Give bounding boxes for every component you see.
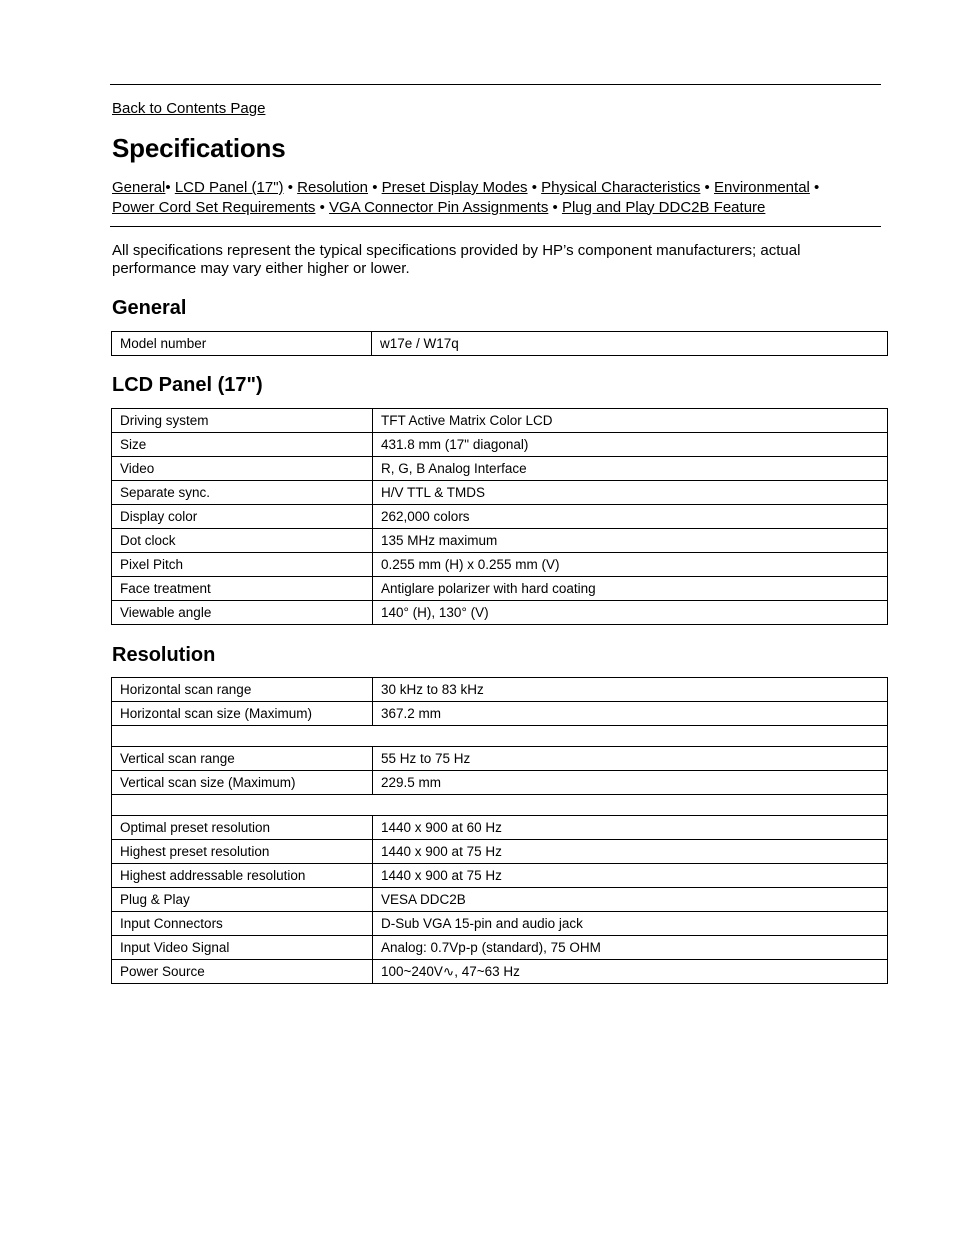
spec-value: TFT Active Matrix Color LCD: [373, 409, 888, 433]
spec-value: Analog: 0.7Vp-p (standard), 75 OHM: [373, 936, 888, 960]
spacer-row: [112, 726, 888, 747]
spacer-cell: [112, 726, 888, 747]
nav-link-power-cord[interactable]: Power Cord Set Requirements: [112, 198, 316, 216]
nav-separator: •: [552, 198, 558, 216]
spec-label: Vertical scan size (Maximum): [112, 771, 373, 795]
spacer-row: [112, 795, 888, 816]
top-divider: [110, 84, 881, 85]
table-row: [112, 936, 888, 960]
table-row: [112, 864, 888, 888]
spec-value: 0.255 mm (H) x 0.255 mm (V): [373, 553, 888, 577]
spec-value: 229.5 mm: [373, 771, 888, 795]
spec-value: H/V TTL & TMDS: [373, 481, 888, 505]
resolution-heading: Resolution: [112, 644, 216, 666]
spec-value: 140° (H), 130° (V): [373, 601, 888, 625]
spec-label: Separate sync.: [112, 481, 373, 505]
spec-value: D-Sub VGA 15-pin and audio jack: [373, 912, 888, 936]
spec-label: Plug & Play: [112, 888, 373, 912]
spec-label: Display color: [112, 505, 373, 529]
nav-separator: •: [372, 179, 378, 196]
page-title: Specifications: [112, 133, 286, 163]
general-heading: General: [112, 297, 187, 319]
lcd-panel-table: [111, 408, 888, 625]
nav-link-preset-display-modes[interactable]: Preset Display Modes: [381, 179, 528, 196]
spec-label: Input Connectors: [112, 912, 373, 936]
general-table: [111, 331, 888, 356]
spec-value: 1440 x 900 at 75 Hz: [373, 864, 888, 888]
nav-separator: •: [814, 179, 820, 196]
nav-separator: •: [704, 179, 710, 196]
lcd-panel-heading: LCD Panel (17"): [112, 374, 263, 396]
spec-value: VESA DDC2B: [373, 888, 888, 912]
spec-value: Antiglare polarizer with hard coating: [373, 577, 888, 601]
table-row: [112, 505, 888, 529]
table-row: [112, 457, 888, 481]
table-row: [112, 702, 888, 726]
table-row: [112, 771, 888, 795]
spec-label: Input Video Signal: [112, 936, 373, 960]
nav-link-vga-connector[interactable]: VGA Connector Pin Assignments: [329, 198, 549, 216]
spec-value: 135 MHz maximum: [373, 529, 888, 553]
spec-label: Highest preset resolution: [112, 840, 373, 864]
spec-label: Dot clock: [112, 529, 373, 553]
spacer-cell: [112, 795, 888, 816]
table-row: [112, 332, 888, 356]
spec-label: Driving system: [112, 409, 373, 433]
nav-separator: •: [531, 179, 537, 196]
table-row: [112, 433, 888, 457]
nav-divider: [110, 226, 881, 227]
spec-value: R, G, B Analog Interface: [373, 457, 888, 481]
spec-label: Highest addressable resolution: [112, 864, 373, 888]
table-row: [112, 577, 888, 601]
spec-value: w17e / W17q: [372, 332, 888, 356]
nav-separator: •: [319, 198, 325, 216]
intro-paragraph: All specifications represent the typical specifications provided by HP’s component manufacturers; actual performance may vary either higher or lower.: [112, 242, 801, 277]
nav-link-environmental[interactable]: Environmental: [713, 179, 810, 196]
table-row: [112, 840, 888, 864]
spec-label: Face treatment: [112, 577, 373, 601]
nav-link-lcd-panel[interactable]: LCD Panel (17"): [174, 179, 284, 196]
spec-value: 367.2 mm: [373, 702, 888, 726]
nav-link-resolution[interactable]: Resolution: [297, 179, 369, 196]
back-to-contents-link[interactable]: Back to Contents Page: [112, 100, 266, 117]
spec-label: Horizontal scan range: [112, 678, 373, 702]
spec-value: 262,000 colors: [373, 505, 888, 529]
section-nav: [112, 178, 872, 217]
spec-label: Horizontal scan size (Maximum): [112, 702, 373, 726]
table-row: [112, 678, 888, 702]
table-row: [112, 601, 888, 625]
resolution-table: [111, 677, 888, 984]
spec-label: Video: [112, 457, 373, 481]
table-row: [112, 529, 888, 553]
table-row: [112, 960, 888, 984]
table-row: [112, 409, 888, 433]
spec-label: Model number: [112, 332, 372, 356]
table-row: [112, 553, 888, 577]
nav-link-general[interactable]: General: [112, 179, 166, 196]
spec-value: 30 kHz to 83 kHz: [373, 678, 888, 702]
spec-value: 1440 x 900 at 75 Hz: [373, 840, 888, 864]
table-row: [112, 912, 888, 936]
table-row: [112, 888, 888, 912]
spec-label: Vertical scan range: [112, 747, 373, 771]
spec-value: 100~240V∿, 47~63 Hz: [373, 960, 888, 984]
table-row: [112, 816, 888, 840]
spec-value: 55 Hz to 75 Hz: [373, 747, 888, 771]
table-row: [112, 747, 888, 771]
spec-value: 1440 x 900 at 60 Hz: [373, 816, 888, 840]
spec-label: Viewable angle: [112, 601, 373, 625]
spec-value: 431.8 mm (17" diagonal): [373, 433, 888, 457]
nav-link-plug-and-play[interactable]: Plug and Play DDC2B Feature: [561, 198, 766, 216]
nav-separator: •: [165, 179, 171, 196]
spec-label: Pixel Pitch: [112, 553, 373, 577]
table-row: [112, 481, 888, 505]
nav-link-physical-characteristics[interactable]: Physical Characteristics: [541, 179, 701, 196]
spec-label: Power Source: [112, 960, 373, 984]
nav-separator: •: [287, 179, 293, 196]
spec-label: Optimal preset resolution: [112, 816, 373, 840]
spec-label: Size: [112, 433, 373, 457]
